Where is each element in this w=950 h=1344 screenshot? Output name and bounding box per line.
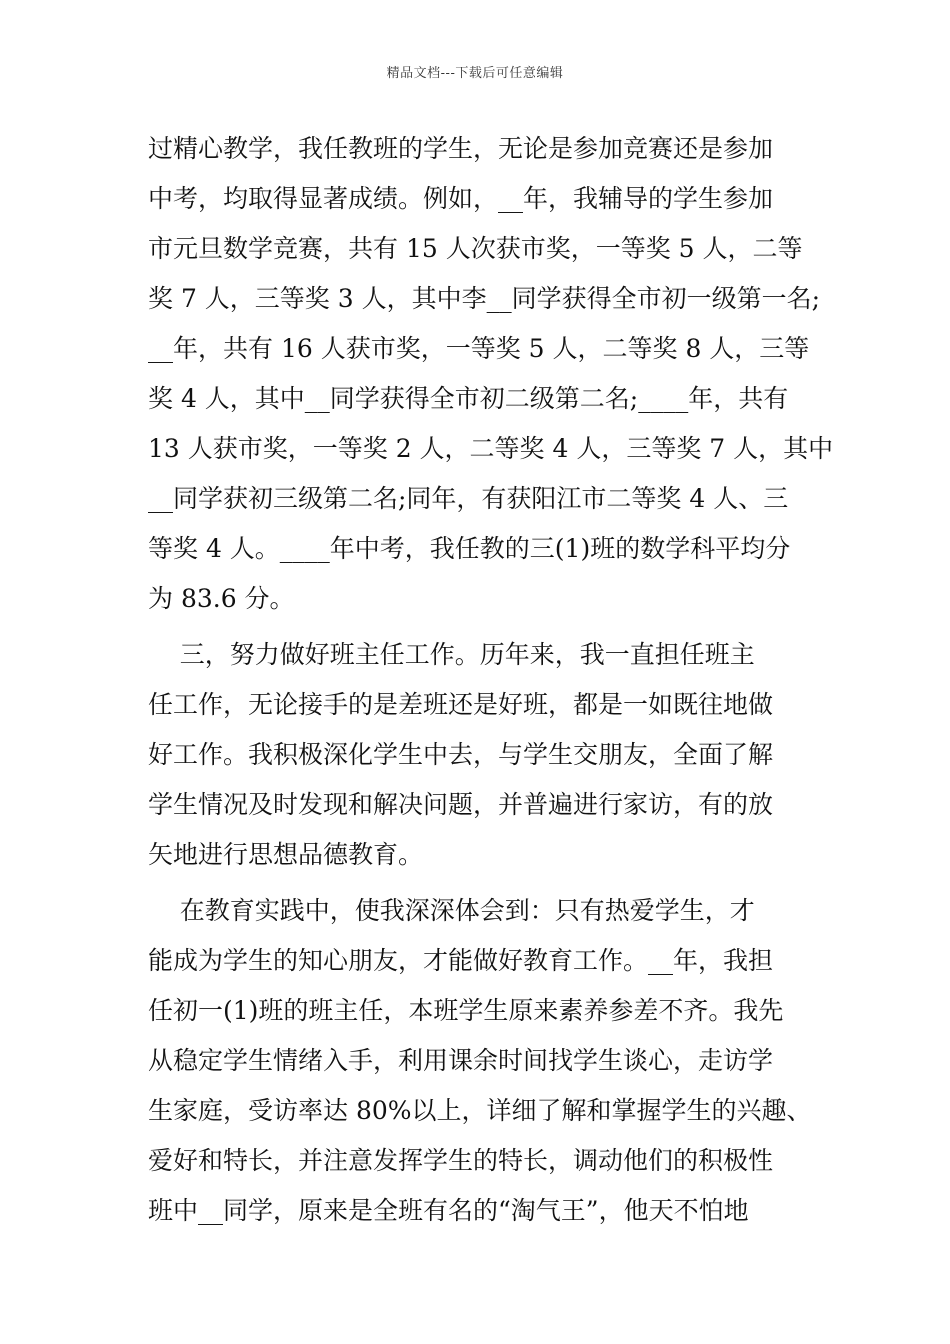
text-line: 13 人获市奖，一等奖 2 人，二等奖 4 人，三等奖 7 人，其中	[148, 434, 834, 463]
text-line: 好工作。我积极深化学生中去，与学生交朋友，全面了解	[148, 740, 774, 769]
text-line: 爱好和特长，并注意发挥学生的特长，调动他们的积极性	[148, 1146, 774, 1175]
text-line: 学生情况及时发现和解决问题，并普遍进行家访，有的放	[148, 790, 774, 819]
text-line: 矢地进行思想品德教育。	[148, 840, 424, 869]
text-line: 任工作，无论接手的是差班还是好班，都是一如既往地做	[148, 690, 774, 719]
text-line: 在教育实践中，使我深深体会到：只有热爱学生，才	[148, 896, 755, 925]
text-line: 能成为学生的知心朋友，才能做好教育工作。__年，我担	[148, 946, 774, 975]
text-line: 为 83.6 分。	[148, 584, 295, 613]
text-line: 过精心教学，我任教班的学生，无论是参加竞赛还是参加	[148, 134, 774, 163]
text-line: 市元旦数学竞赛，共有 15 人次获市奖，一等奖 5 人，二等	[148, 234, 803, 263]
text-line: 等奖 4 人。____年中考，我任教的三(1)班的数学科平均分	[148, 534, 791, 563]
text-line: 从稳定学生情绪入手，利用课余时间找学生谈心，走访学	[148, 1046, 774, 1075]
text-line: 中考，均取得显著成绩。例如，__年，我辅导的学生参加	[148, 184, 774, 213]
text-line: 班中__同学，原来是全班有名的“淘气王”，他天不怕地	[148, 1196, 749, 1225]
text-line: 三，努力做好班主任工作。历年来，我一直担任班主	[148, 640, 755, 669]
page-header: 精品文档---下载后可任意编辑	[386, 66, 564, 81]
text-line: 奖 7 人，三等奖 3 人，其中李__同学获得全市初一级第一名;	[148, 284, 821, 313]
text-line: 任初一(1)班的班主任，本班学生原来素养参差不齐。我先	[148, 996, 784, 1025]
text-line: 生家庭，受访率达 80%以上，详细了解和掌握学生的兴趣、	[148, 1096, 812, 1125]
text-line: __年，共有 16 人获市奖，一等奖 5 人，二等奖 8 人，三等	[148, 334, 810, 363]
paragraph-3	[148, 886, 828, 1236]
paragraph-2	[148, 630, 828, 880]
paragraph-1	[148, 124, 834, 624]
body-text	[148, 124, 834, 1236]
text-line: 奖 4 人，其中__同学获得全市初二级第二名;____年，共有	[148, 384, 789, 413]
text-line: __同学获初三级第二名;同年，有获阳江市二等奖 4 人、三	[148, 484, 789, 513]
